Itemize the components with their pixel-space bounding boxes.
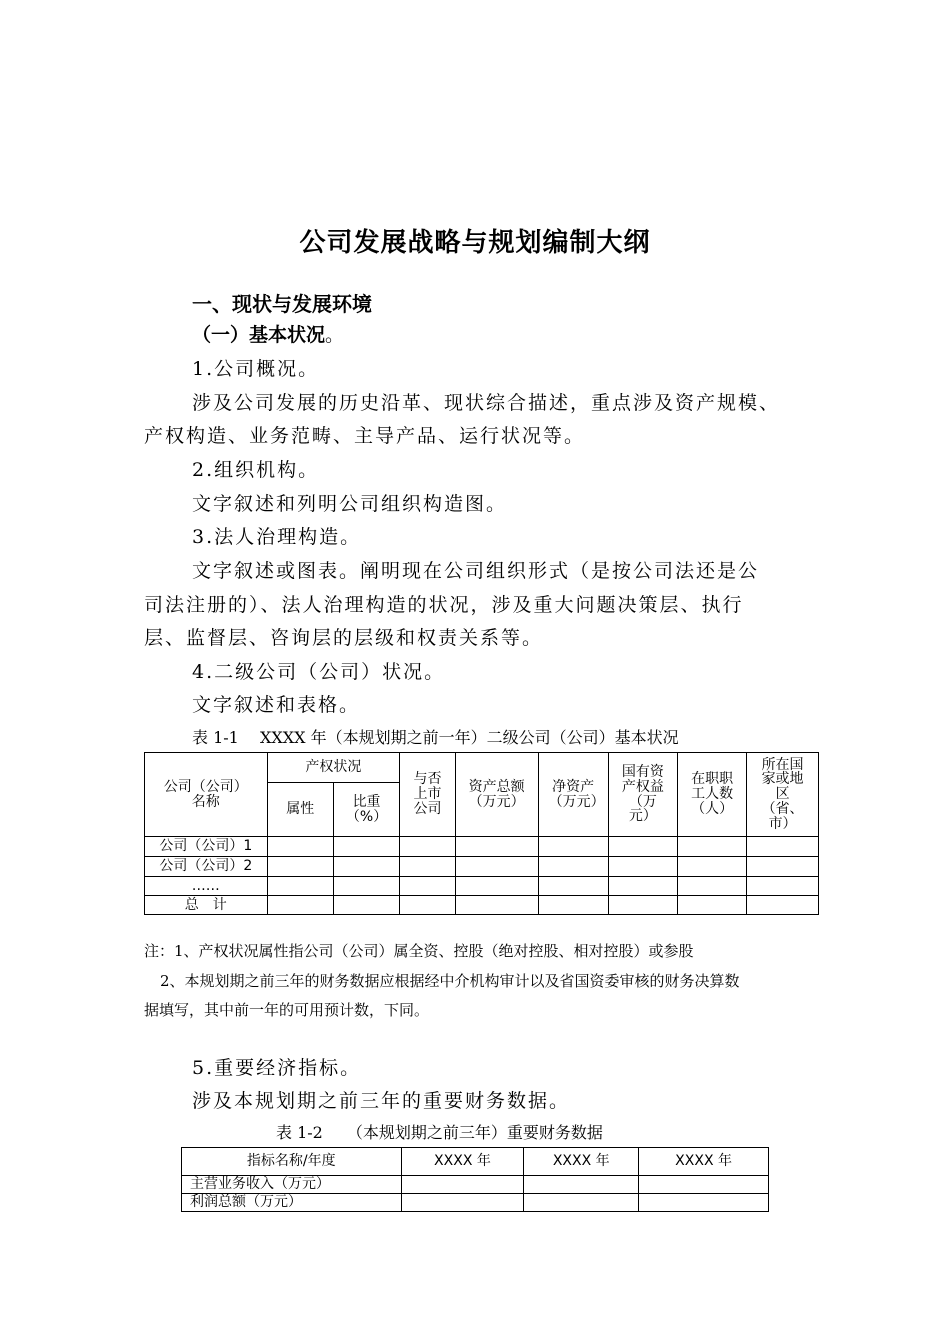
item-heading-5: 5.重要经济指标。	[192, 1057, 362, 1079]
subsection-heading	[192, 320, 344, 347]
table-row-label: 公司（公司）2	[145, 857, 268, 877]
header-listed: 与否上市公司	[400, 753, 455, 837]
paragraph-line: 产权构造、业务范畴、主导产品、运行状况等。	[144, 425, 586, 447]
header-staff: 在职职工人数（人）	[678, 753, 747, 837]
page-title: 公司发展战略与规划编制大纲	[299, 228, 651, 258]
item-heading-4: 4.二级公司（公司）状况。	[192, 661, 446, 683]
subsection-heading-suffix: 。	[325, 324, 345, 346]
table-row-label: 主营业务收入（万元）	[182, 1176, 402, 1194]
header-region: 所在国家或地区（省、市）	[747, 753, 819, 837]
header-state-equity: 国有资产权益（万元）	[608, 753, 677, 837]
header-indicator: 指标名称/年度	[182, 1148, 402, 1176]
subsidiary-table	[144, 752, 819, 915]
paragraph-line: 文字叙述和列明公司组织构造图。	[192, 493, 508, 515]
table-row-label: 总 计	[145, 896, 268, 915]
header-company: 公司（公司）名称	[145, 753, 268, 837]
item-heading-3: 3.法人治理构造。	[192, 526, 362, 548]
header-net-assets: 净资产（万元）	[538, 753, 608, 837]
financial-table	[181, 1147, 769, 1212]
header-equity: 产权状况	[267, 753, 400, 783]
subsection-heading-text: （一）基本状况	[192, 324, 326, 346]
table-note: 注：1、产权状况属性指公司（公司）属全资、控股（绝对控股、相对控股）或参股	[144, 942, 694, 960]
header-year: XXXX 年	[524, 1148, 639, 1176]
paragraph-line: 层、监督层、咨询层的层级和权责关系等。	[144, 627, 544, 649]
paragraph-line: 文字叙述或图表。阐明现在公司组织形式（是按公司法还是公	[192, 560, 760, 582]
header-ratio: 比重（%）	[333, 783, 399, 837]
paragraph-line: 涉及公司发展的历史沿革、现状综合描述，重点涉及资产规模、	[192, 392, 781, 414]
paragraph-line: 涉及本规划期之前三年的重要财务数据。	[192, 1090, 571, 1112]
section-heading: 一、现状与发展环境	[192, 292, 372, 316]
header-year: XXXX 年	[639, 1148, 769, 1176]
table-note: 据填写，其中前一年的可用预计数，下同。	[144, 1001, 430, 1019]
table-row-label: 利润总额（万元）	[182, 1194, 402, 1212]
paragraph-line: 司法注册的）、法人治理构造的状况，涉及重大问题决策层、执行	[144, 594, 744, 616]
table-row-label: 公司（公司）1	[145, 837, 268, 857]
table-row-label: ……	[145, 877, 268, 896]
header-assets: 资产总额（万元）	[455, 753, 538, 837]
table-note: 2、本规划期之前三年的财务数据应根据经中介机构审计以及省国资委审核的财务决算数	[160, 972, 740, 990]
paragraph-line: 文字叙述和表格。	[192, 694, 361, 716]
header-attribute: 属性	[267, 783, 333, 837]
table-caption: 表 1-2 （本规划期之前三年）重要财务数据	[276, 1123, 603, 1142]
table-caption: 表 1-1 XXXX 年（本规划期之前一年）二级公司（公司）基本状况	[192, 728, 679, 747]
header-year: XXXX 年	[401, 1148, 524, 1176]
item-heading-2: 2.组织机构。	[192, 459, 320, 481]
item-heading-1: 1.公司概况。	[192, 358, 320, 380]
